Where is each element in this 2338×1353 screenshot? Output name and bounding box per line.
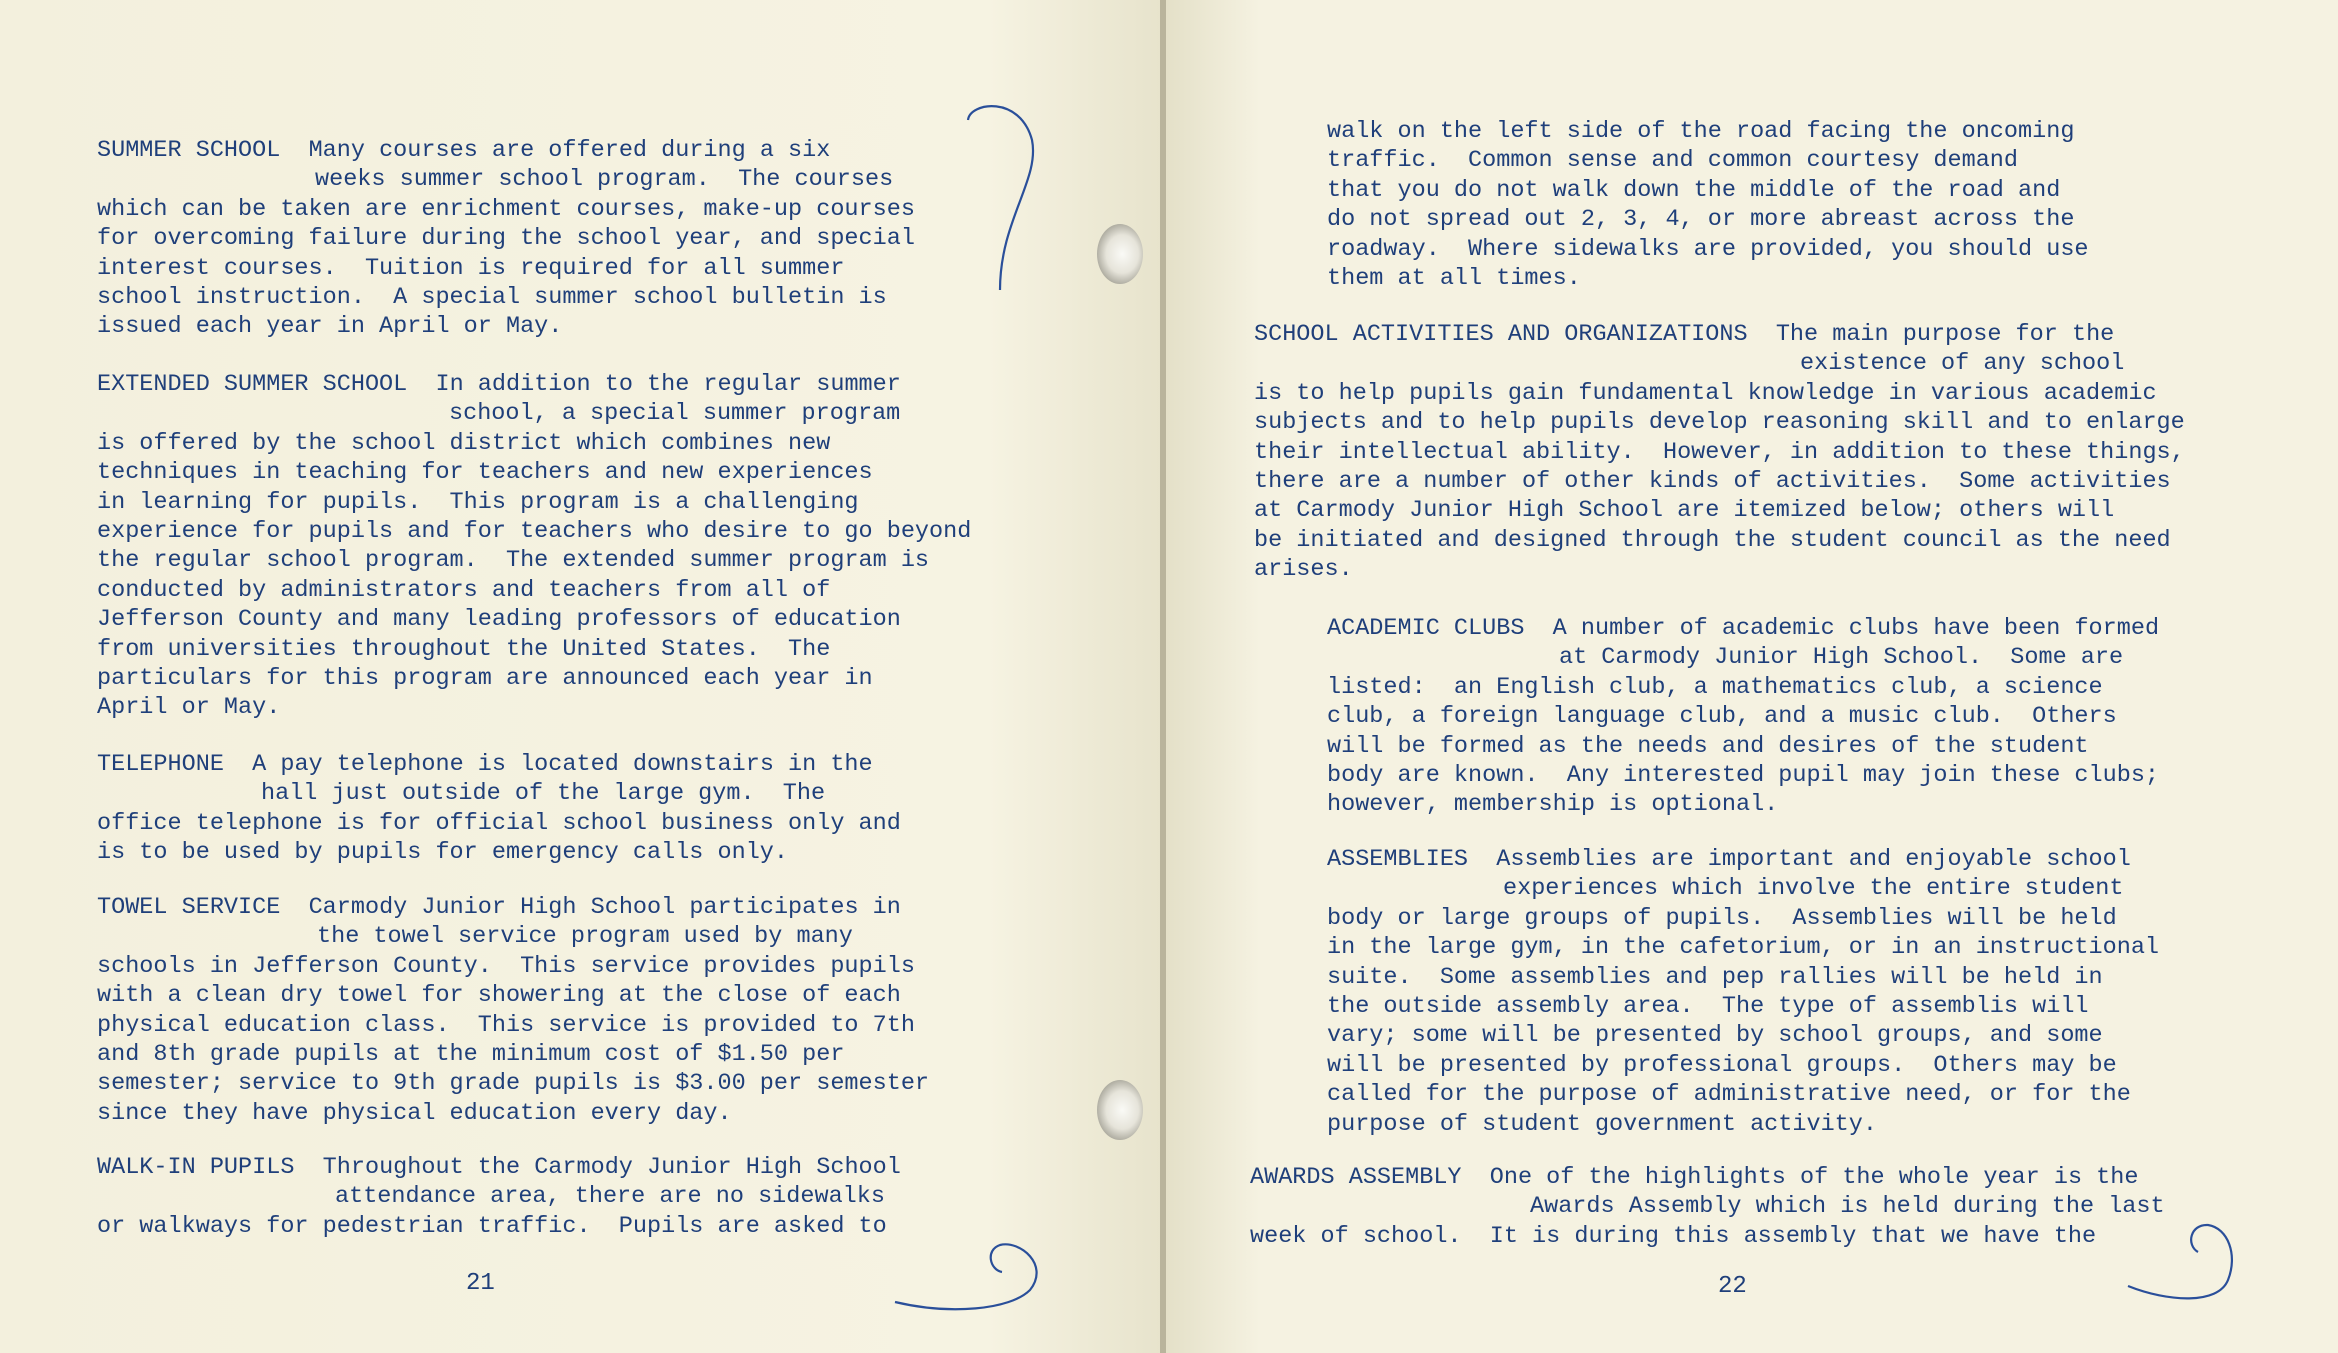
- section-heading: SCHOOL ACTIVITIES AND ORGANIZATIONS: [1254, 321, 1748, 348]
- text-line: be initiated and designed through the student council as the need: [1254, 526, 2171, 554]
- swirl-top-right-icon: [960, 100, 1040, 300]
- text-line: or walkways for pedestrian traffic. Pupils are asked to: [97, 1212, 887, 1240]
- text-line: Throughout the Carmody Junior High School: [322, 1154, 901, 1181]
- section-heading: WALK-IN PUPILS: [97, 1154, 295, 1181]
- text-line: Carmody Junior High School participates in: [308, 894, 901, 921]
- section-heading: SUMMER SCHOOL: [97, 137, 281, 164]
- text-line: traffic. Common sense and common courtesy demand: [1327, 147, 2019, 175]
- text-line: is to help pupils gain fundamental knowledge in various academic: [1254, 379, 2157, 407]
- section-heading: AWARDS ASSEMBLY: [1250, 1164, 1462, 1191]
- text-line: experience for pupils and for teachers who desire to go beyond: [97, 518, 972, 546]
- text-line: and 8th grade pupils at the minimum cost of $1.50 per: [97, 1041, 845, 1069]
- text-line: hall just outside of the large gym. The: [261, 780, 826, 808]
- section-heading: TOWEL SERVICE: [97, 894, 281, 921]
- text-line: do not spread out 2, 3, 4, or more abreast across the: [1327, 206, 2075, 234]
- text-line: purpose of student government activity.: [1327, 1110, 1877, 1138]
- text-line: Assemblies are important and enjoyable school: [1496, 846, 2131, 873]
- text-line: will be formed as the needs and desires of the student: [1327, 732, 2089, 760]
- text-line: One of the highlights of the whole year is the: [1489, 1164, 2139, 1191]
- text-line: in the large gym, in the cafetorium, or in an instructional: [1327, 934, 2160, 962]
- text-line: issued each year in April or May.: [97, 313, 563, 341]
- text-line: physical education class. This service is provided to 7th: [97, 1011, 915, 1039]
- text-line: since they have physical education every day.: [97, 1099, 732, 1127]
- text-line: walk on the left side of the road facing the oncoming: [1327, 118, 2075, 145]
- text-line: that you do not walk down the middle of the road and: [1327, 176, 2061, 204]
- binding-hole-bottom-left-icon: [1097, 1080, 1143, 1140]
- text-line: semester; service to 9th grade pupils is $3.00 per semester: [97, 1070, 930, 1098]
- text-line: A pay telephone is located downstairs in the: [252, 751, 873, 778]
- text-line: them at all times.: [1327, 265, 1581, 293]
- section-extended-summer-school: [97, 370, 971, 723]
- section-heading: ASSEMBLIES: [1327, 846, 1469, 873]
- text-line: is to be used by pupils for emergency calls only.: [97, 839, 789, 867]
- text-line: the regular school program. The extended summer program is: [97, 547, 930, 575]
- text-line: vary; some will be presented by school groups, and some: [1327, 1022, 2103, 1050]
- text-line: is offered by the school district which combines new: [97, 429, 831, 457]
- text-line: listed: an English club, a mathematics club, a science: [1327, 673, 2103, 701]
- page-number: 22: [1718, 1273, 1747, 1300]
- text-line: experiences which involve the entire student: [1503, 875, 2124, 903]
- section-heading: ACADEMIC CLUBS: [1327, 615, 1525, 642]
- text-line: techniques in teaching for teachers and new experiences: [97, 459, 873, 487]
- left-page: [0, 0, 1162, 1353]
- section-school-activities: [1254, 320, 2185, 585]
- text-line: weeks summer school program. The courses: [315, 166, 894, 194]
- text-line: A number of academic clubs have been formed: [1552, 615, 2160, 642]
- text-line: existence of any school: [1800, 350, 2125, 378]
- section-telephone: [97, 750, 901, 868]
- text-line: school, a special summer program: [449, 400, 901, 428]
- section-heading: EXTENDED SUMMER SCHOOL: [97, 371, 408, 398]
- text-line: called for the purpose of administrative need, or for the: [1327, 1081, 2131, 1109]
- text-line: there are a number of other kinds of activities. Some activities: [1254, 468, 2171, 496]
- text-line: office telephone is for official school business only and: [97, 809, 901, 837]
- text-line: attendance area, there are no sidewalks: [335, 1183, 885, 1211]
- text-line: with a clean dry towel for showering at the close of each: [97, 982, 901, 1010]
- section-walk-in-pupils: [97, 1153, 901, 1241]
- text-line: school instruction. A special summer school bulletin is: [97, 284, 887, 312]
- text-line: Jefferson County and many leading professors of education: [97, 606, 901, 634]
- text-line: from universities throughout the United States. The: [97, 635, 831, 663]
- text-line: which can be taken are enrichment courses, make-up courses: [97, 195, 915, 223]
- text-line: body or large groups of pupils. Assemblies will be held: [1327, 904, 2117, 932]
- section-towel-service: [97, 893, 929, 1128]
- text-line: subjects and to help pupils develop reasoning skill and to enlarge: [1254, 409, 2185, 437]
- text-line: for overcoming failure during the school year, and special: [97, 225, 915, 253]
- binding-hole-top-left-icon: [1097, 224, 1143, 284]
- section-heading: TELEPHONE: [97, 751, 224, 778]
- text-line: club, a foreign language club, and a music club. Others: [1327, 703, 2117, 731]
- continuation-text: [1327, 117, 2089, 293]
- text-line: conducted by administrators and teachers from all of: [97, 576, 831, 604]
- text-line: roadway. Where sidewalks are provided, you should use: [1327, 235, 2089, 263]
- text-line: The main purpose for the: [1775, 321, 2115, 348]
- section-summer-school: [97, 136, 915, 342]
- swirl-bottom-right-icon: [890, 1230, 1050, 1320]
- text-line: the towel service program used by many: [317, 923, 853, 951]
- text-line: in learning for pupils. This program is a challenging: [97, 488, 859, 516]
- text-line: week of school. It is during this assembly that we have the: [1250, 1222, 2097, 1250]
- text-line: Many courses are offered during a six: [308, 137, 831, 164]
- text-line: will be presented by professional groups. Others may be: [1327, 1051, 2117, 1079]
- text-line: Awards Assembly which is held during the last: [1530, 1193, 2165, 1221]
- text-line: at Carmody Junior High School. Some are: [1559, 644, 2124, 672]
- text-line: arises.: [1254, 556, 1353, 584]
- text-line: interest courses. Tuition is required for all summer: [97, 254, 845, 282]
- section-awards-assembly: [1250, 1163, 2165, 1251]
- text-line: April or May.: [97, 694, 281, 722]
- text-line: In addition to the regular summer: [435, 371, 901, 398]
- text-line: the outside assembly area. The type of assemblis will: [1327, 993, 2089, 1021]
- section-assemblies: [1327, 845, 2159, 1139]
- text-line: however, membership is optional.: [1327, 791, 1779, 819]
- text-line: at Carmody Junior High School are itemized below; others will: [1254, 497, 2115, 525]
- text-line: particulars for this program are announced each year in: [97, 665, 873, 693]
- section-academic-clubs: [1327, 614, 2159, 820]
- text-line: their intellectual ability. However, in addition to these things,: [1254, 438, 2185, 466]
- page-number: 21: [466, 1270, 495, 1297]
- text-line: suite. Some assemblies and pep rallies will be held in: [1327, 963, 2103, 991]
- right-page: [1166, 0, 2338, 1353]
- text-line: body are known. Any interested pupil may join these clubs;: [1327, 762, 2160, 790]
- text-line: schools in Jefferson County. This service provides pupils: [97, 952, 915, 980]
